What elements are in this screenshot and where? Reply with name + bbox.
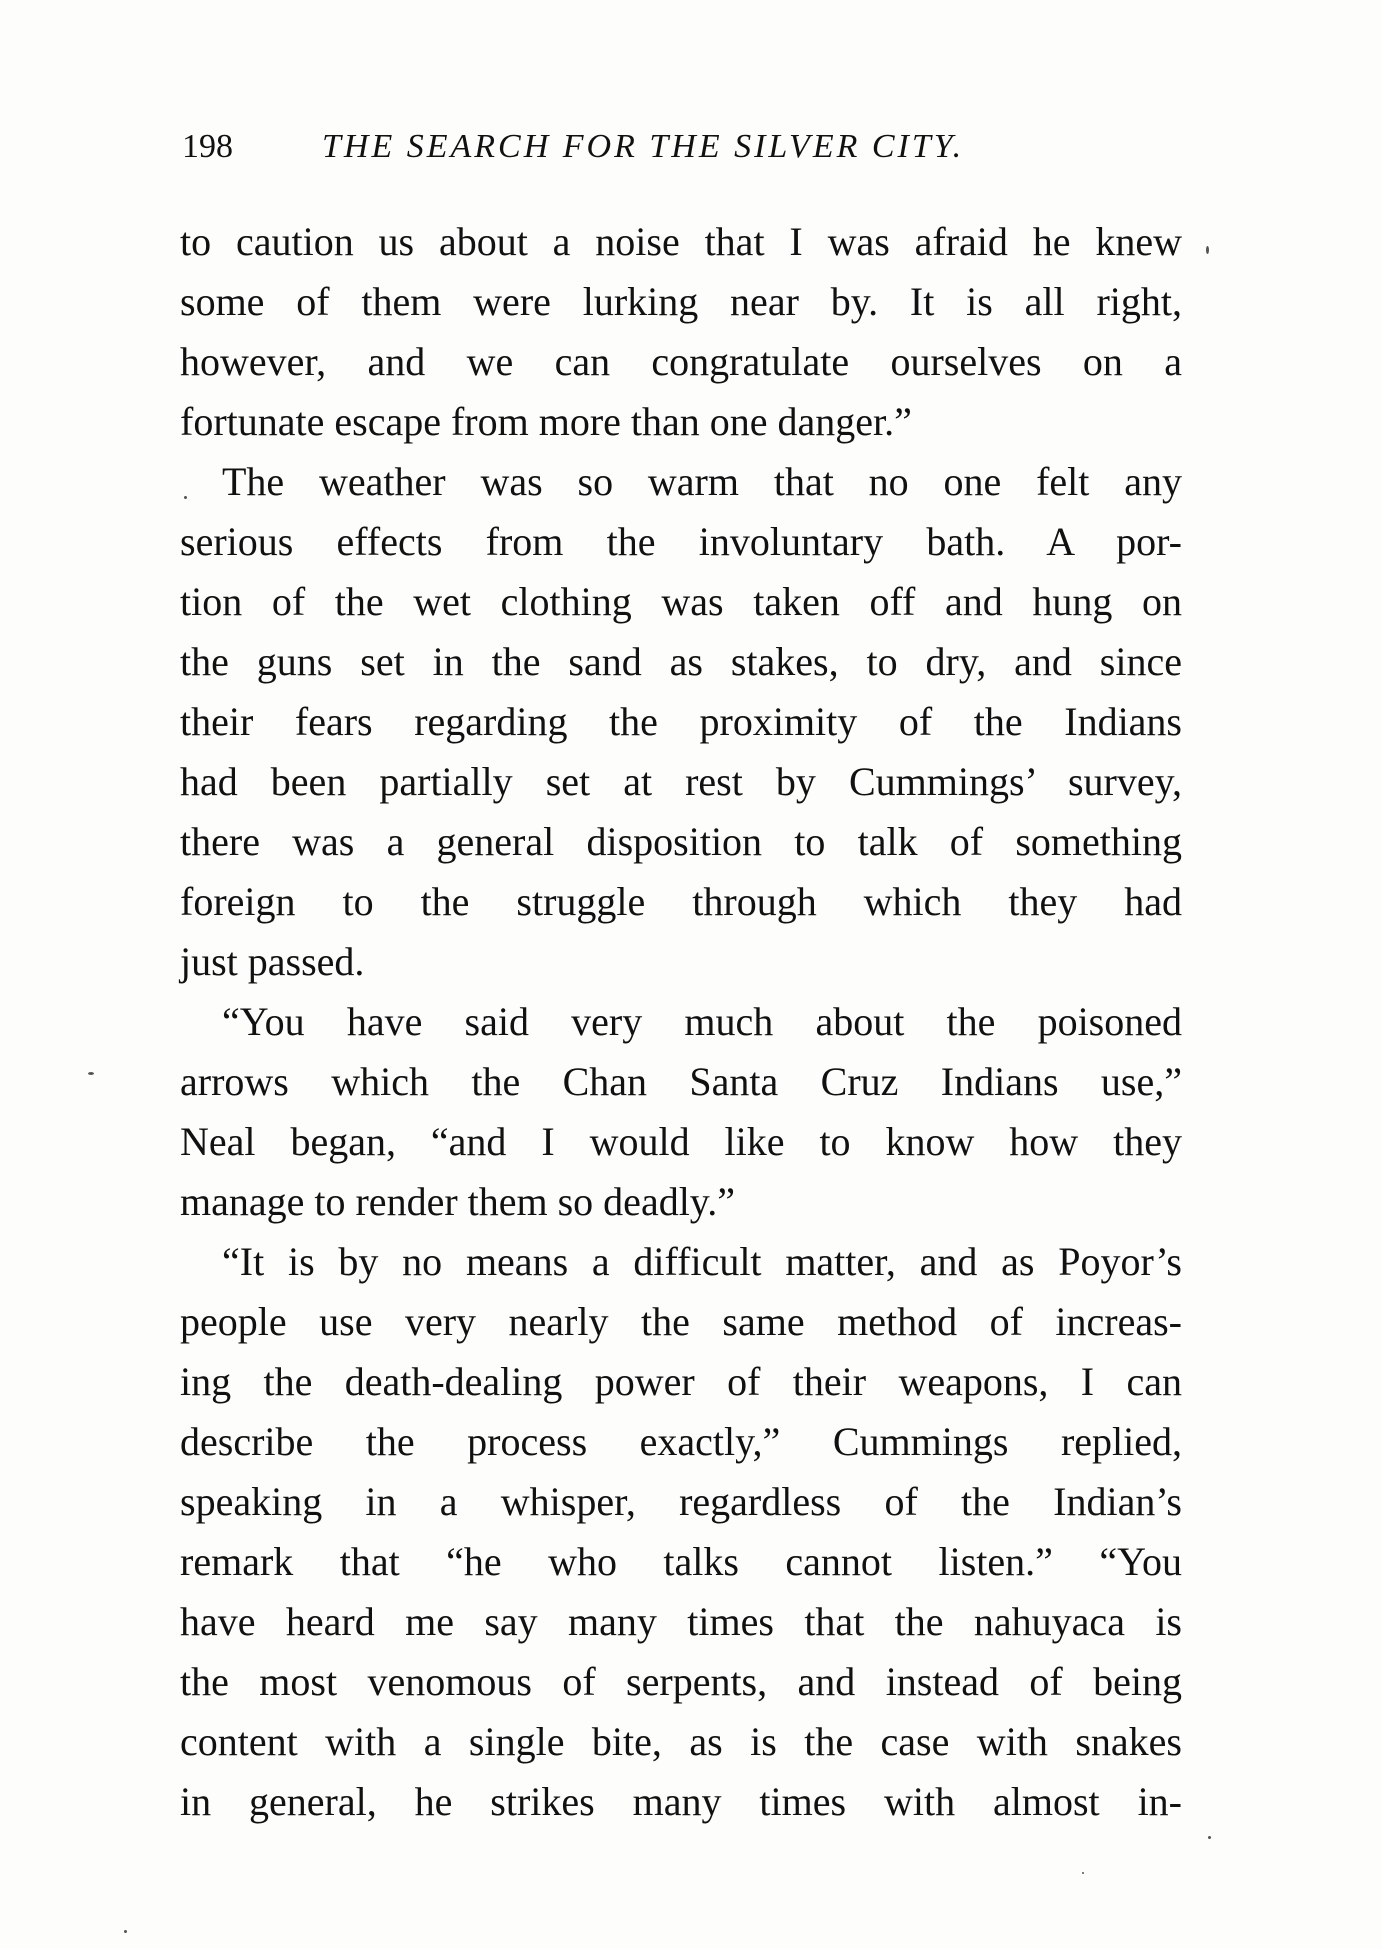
scan-speck xyxy=(88,1072,94,1075)
text-line: content with a single bite, as is the case with snakes xyxy=(180,1719,1182,1764)
text-line: the most venomous of serpents, and instead of being xyxy=(180,1659,1182,1704)
text-line: the guns set in the sand as stakes, to dry, and since xyxy=(180,639,1182,684)
text-line: fortunate escape from more than one danger.” xyxy=(180,399,912,444)
paragraph-first-line: The weather was so warm that no one felt any xyxy=(222,459,1182,504)
text-line: their fears regarding the proximity of the Indians xyxy=(180,699,1182,744)
page-number: 198 xyxy=(182,128,233,165)
text-line: serious effects from the involuntary bath. A por- xyxy=(180,519,1182,564)
paragraph-first-line: “It is by no means a difficult matter, and as Poyor’s xyxy=(222,1239,1182,1284)
text-line: some of them were lurking near by. It is all right, xyxy=(180,279,1182,324)
running-title: THE SEARCH FOR THE SILVER CITY. xyxy=(322,128,965,165)
text-line: in general, he strikes many times with almost in- xyxy=(180,1779,1182,1824)
text-line: manage to render them so deadly.” xyxy=(180,1179,735,1224)
text-line: tion of the wet clothing was taken off and hung on xyxy=(180,579,1182,624)
text-line: Neal began, “and I would like to know how they xyxy=(180,1119,1182,1164)
text-line: had been partially set at rest by Cummings’ survey, xyxy=(180,759,1182,804)
scan-speck xyxy=(1208,1836,1211,1839)
text-line: describe the process exactly,” Cummings replied, xyxy=(180,1419,1182,1464)
text-line: just passed. xyxy=(180,939,365,984)
scan-speck xyxy=(1082,1872,1084,1874)
text-line: to caution us about a noise that I was afraid he knew xyxy=(180,219,1182,264)
scan-speck xyxy=(184,496,187,499)
text-line: speaking in a whisper, regardless of the Indian’s xyxy=(180,1479,1182,1524)
text-line: however, and we can congratulate ourselves on a xyxy=(180,339,1182,384)
text-line: have heard me say many times that the nahuyaca is xyxy=(180,1599,1182,1644)
paragraph-first-line: “You have said very much about the poisoned xyxy=(222,999,1182,1044)
text-line: ing the death-dealing power of their weapons, I can xyxy=(180,1359,1182,1404)
scan-speck xyxy=(1206,246,1209,254)
text-line: there was a general disposition to talk of something xyxy=(180,819,1182,864)
text-line: people use very nearly the same method of increas- xyxy=(180,1299,1182,1344)
page-header xyxy=(182,128,1182,178)
text-line: arrows which the Chan Santa Cruz Indians use,” xyxy=(180,1059,1182,1104)
text-line: foreign to the struggle through which they had xyxy=(180,879,1182,924)
text-line: remark that “he who talks cannot listen.” “You xyxy=(180,1539,1182,1584)
scan-speck xyxy=(124,1930,127,1933)
